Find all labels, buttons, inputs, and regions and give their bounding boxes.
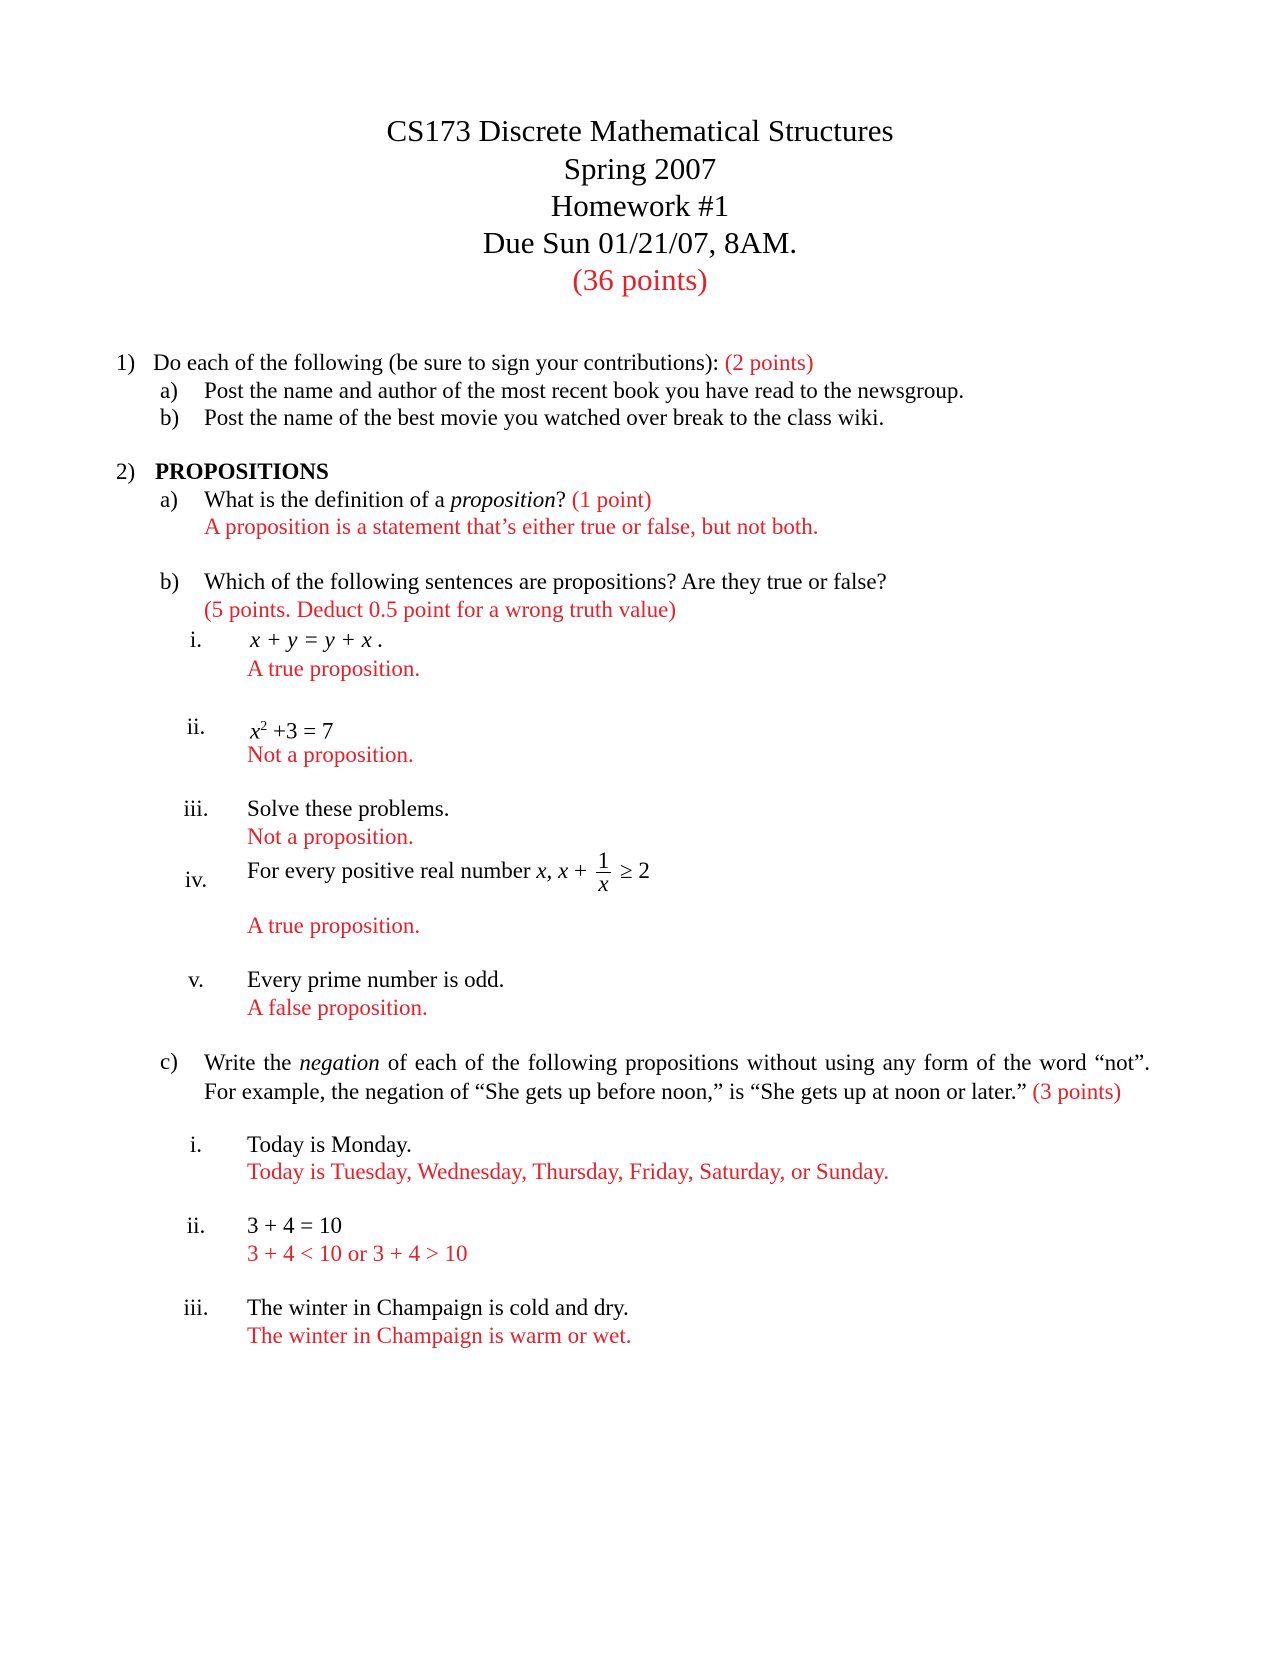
- q2b-iv-numerator: 1: [597, 848, 610, 874]
- homework-title: Homework #1: [550, 188, 730, 223]
- q2c-prompt: Write the: [204, 1050, 292, 1075]
- q2c-points: (3 points): [1032, 1079, 1122, 1104]
- q2c-i-label: i.: [189, 1132, 203, 1157]
- q2b-ii-exponent: 2: [260, 719, 268, 734]
- q2b-iii-answer: Not a proposition.: [247, 824, 414, 849]
- q2c-term: negation: [299, 1050, 380, 1075]
- q2b-iv-plus: +: [568, 858, 593, 883]
- q1b-label: b): [160, 405, 180, 430]
- total-points: (36 points): [572, 262, 708, 297]
- q2b-iv-label: iv.: [184, 867, 208, 892]
- q2c-iii-label: iii.: [183, 1295, 209, 1320]
- q2b-iv-text: [247, 848, 650, 895]
- q2a-question-mark: ?: [555, 487, 566, 512]
- q1a-text: Post the name and author of the most recent book you have read to the newsgroup.: [204, 378, 965, 403]
- q1-points: (2 points): [724, 350, 814, 375]
- q2b-ii-rest: +3 = 7: [267, 718, 334, 744]
- q2a-points: (1 point): [571, 487, 652, 512]
- q2b-i-label: i.: [189, 627, 203, 652]
- q2b-text: Which of the following sentences are propositions? Are they true or false?: [204, 569, 887, 594]
- q2b-iv-tail: ≥ 2: [614, 858, 650, 883]
- q2b-v-answer: A false proposition.: [247, 995, 428, 1020]
- q1-text: [153, 349, 814, 377]
- due-date: Due Sun 01/21/07, 8AM.: [482, 225, 798, 260]
- q2a-label: a): [160, 487, 178, 512]
- q2-title: PROPOSITIONS: [155, 459, 329, 484]
- q1-number: 1): [116, 350, 136, 375]
- q2c-ii-text: 3 + 4 = 10: [247, 1213, 342, 1238]
- q2b-ii-label: ii.: [186, 714, 206, 739]
- q2c-i-text: Today is Monday.: [247, 1132, 412, 1157]
- q2b-iv-fraction: [596, 850, 612, 895]
- q2b-i-answer: A true proposition.: [247, 656, 421, 681]
- q1b-text: Post the name of the best movie you watched over break to the class wiki.: [204, 405, 885, 430]
- q2a-answer: A proposition is a statement that’s either true or false, but not both.: [204, 514, 819, 539]
- q2b-label: b): [160, 569, 180, 594]
- course-title: CS173 Discrete Mathematical Structures: [386, 113, 894, 148]
- q2a-text: [204, 486, 652, 514]
- q2b-iv-prompt: For every positive real number: [247, 858, 531, 883]
- term: Spring 2007: [563, 151, 717, 186]
- q2b-iii-text: Solve these problems.: [247, 796, 450, 821]
- q2c-ii-answer: 3 + 4 < 10 or 3 + 4 > 10: [247, 1241, 468, 1266]
- q2b-ii-base: x: [250, 718, 261, 744]
- q2c-iii-text: The winter in Champaign is cold and dry.: [247, 1295, 629, 1320]
- q2-number: 2): [116, 459, 136, 484]
- q2c-prompt-rest: of each of the following propositions without using any form of the word “not”. For example, the negation of “She gets up before noon,” is “She gets up at noon or later.”: [204, 1050, 1151, 1104]
- q2b-v-label: v.: [188, 967, 204, 992]
- q1-prompt: Do each of the following (be sure to sign your contributions):: [153, 350, 719, 375]
- q2b-points: (5 points. Deduct 0.5 point for a wrong truth value): [204, 597, 677, 622]
- q2b-iii-label: iii.: [183, 796, 209, 821]
- q2b-iv-var: x, x: [536, 858, 569, 883]
- q1a-label: a): [160, 378, 178, 403]
- q2c-text: [204, 1048, 1150, 1106]
- q2c-label: c): [160, 1049, 178, 1074]
- q2b-iv-answer: A true proposition.: [247, 913, 421, 938]
- q2b-i-text: x + y = y + x .: [250, 627, 384, 652]
- q2b-iv-denominator: x: [598, 871, 609, 897]
- q2b-v-text: Every prime number is odd.: [247, 967, 505, 992]
- q2c-iii-answer: The winter in Champaign is warm or wet.: [247, 1323, 632, 1348]
- q2a-prompt: What is the definition of a: [204, 487, 445, 512]
- q2c-ii-label: ii.: [186, 1213, 206, 1238]
- q2a-term: proposition: [450, 487, 556, 512]
- q2b-ii-answer: Not a proposition.: [247, 742, 414, 767]
- q2c-i-answer: Today is Tuesday, Wednesday, Thursday, Friday, Saturday, or Sunday.: [247, 1159, 890, 1184]
